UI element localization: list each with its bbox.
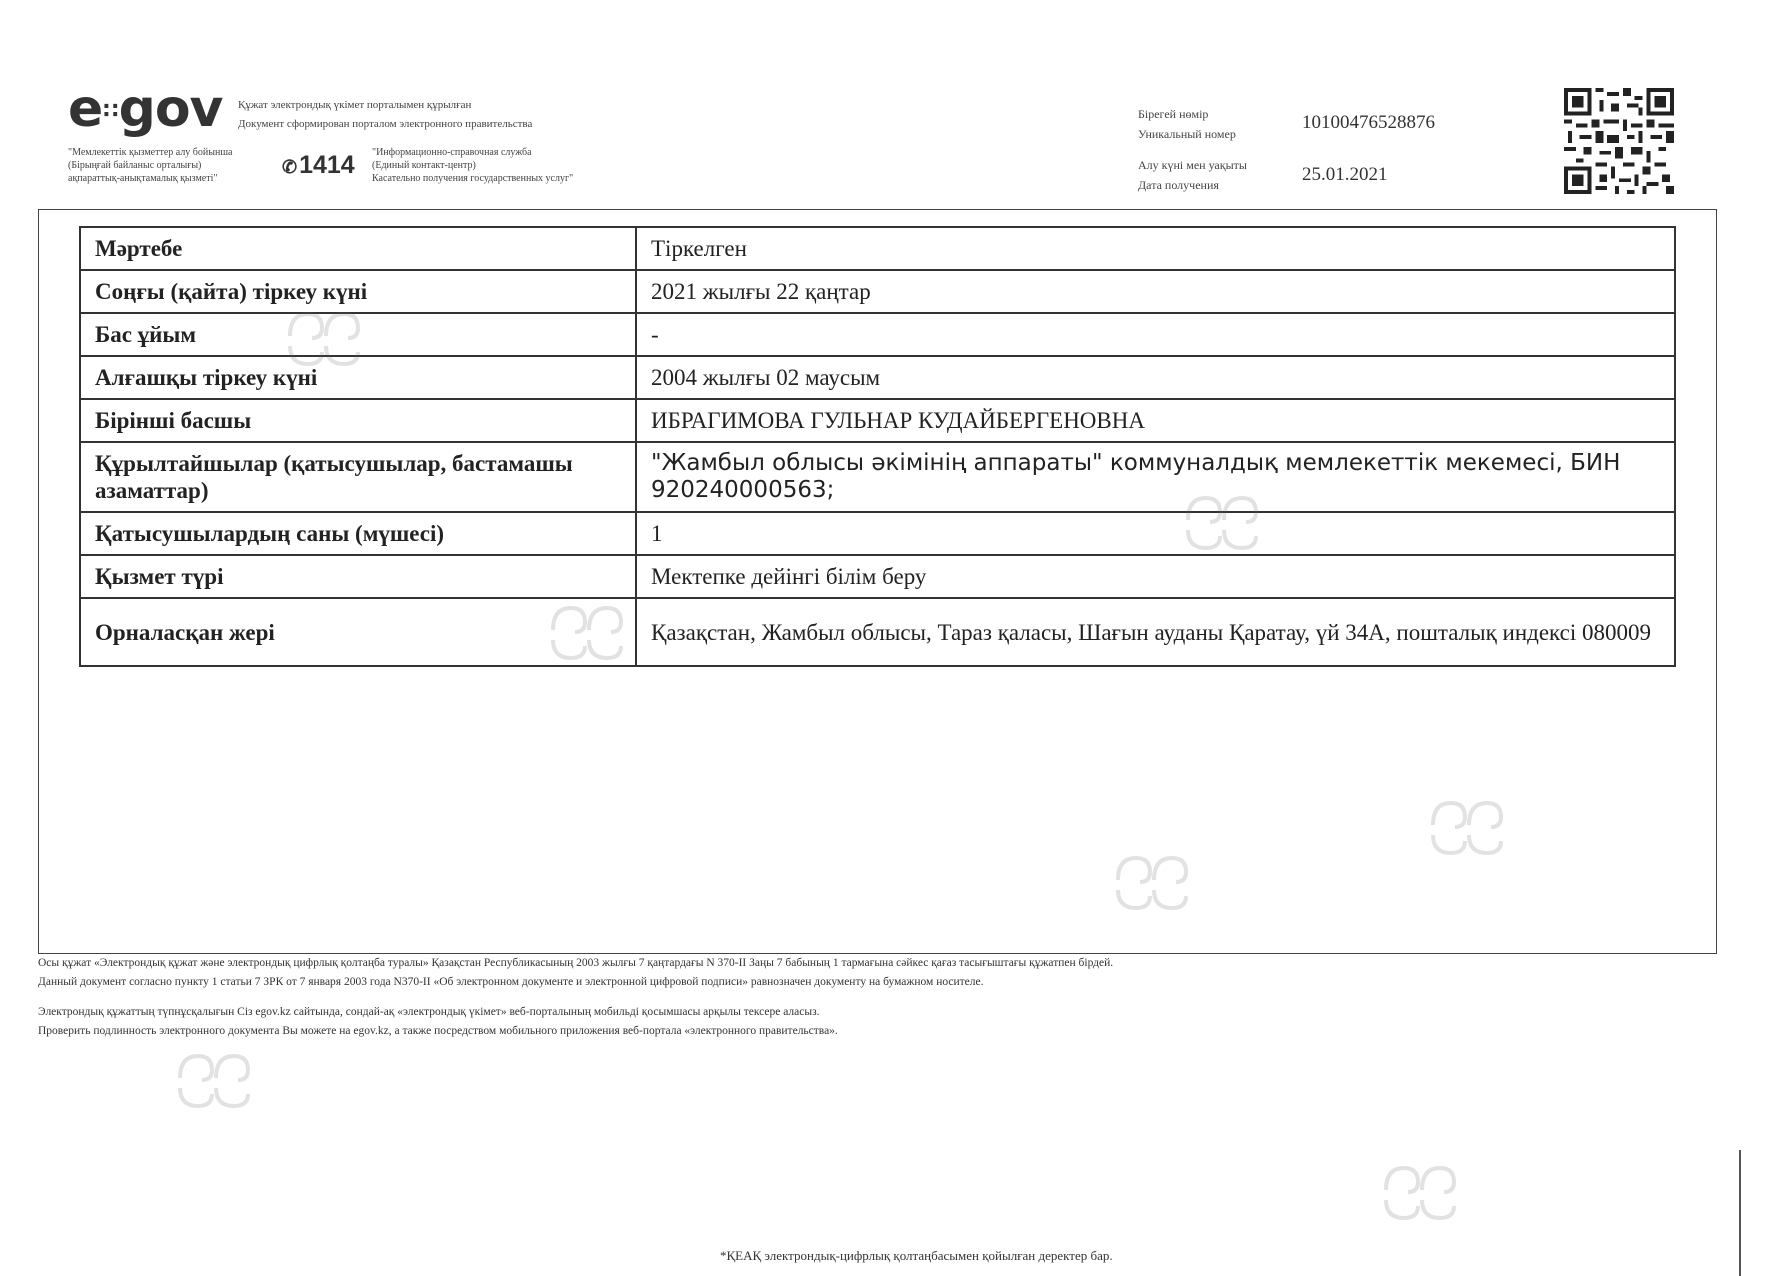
table-row [80, 399, 1675, 442]
row-label: Мәртебе [80, 227, 636, 270]
row-label: Құрылтайшылар (қатысушылар, бастамашы азаматтар) [80, 442, 636, 512]
ornament-watermark-icon [1425, 795, 1509, 859]
page-edge-line [1739, 1150, 1741, 1276]
egov-logo: e∷gov [68, 79, 223, 139]
unique-number-label: Бірегей нөмір Уникальный номер [1138, 107, 1236, 141]
ornament-watermark-icon [1180, 490, 1264, 554]
row-value: Тіркелген [636, 227, 1675, 270]
signature-note: *ҚЕАҚ электрондық-цифрлық қолтаңбасымен қойылған деректер бар. [720, 1248, 1113, 1263]
contact-kz: "Мемлекеттік қызметтер алу бойынша (Бірыңғай байланыс орталығы) ақпараттық-анықтамалық қызметі" [68, 147, 233, 184]
phone-icon: ✆ [282, 157, 298, 177]
table-row [80, 598, 1675, 666]
unique-number-value: 10100476528876 [1302, 112, 1435, 133]
row-label: Соңғы (қайта) тіркеу күні [80, 270, 636, 313]
row-value: "Жамбыл облысы әкімінің аппараты" коммуналдық мемлекеттік мекемесі, БИН 920240000563; [636, 442, 1675, 512]
row-value: 2021 жылғы 22 қаңтар [636, 270, 1675, 313]
contact-phone: ✆1414 [282, 151, 355, 179]
row-value: ИБРАГИМОВА ГУЛЬНАР КУДАЙБЕРГЕНОВНА [636, 399, 1675, 442]
row-label: Бас ұйым [80, 313, 636, 356]
row-label: Қызмет түрі [80, 555, 636, 598]
table-row [80, 442, 1675, 512]
table-row [80, 555, 1675, 598]
info-table [79, 226, 1676, 667]
verify-note-kz: Электрондық құжаттың түпнұсқалығын Сіз egov.kz сайтында, сондай-ақ «электрондық үкімет» веб-порталының мобильді қосымшасы арқылы тексере аласыз. [38, 1006, 820, 1018]
received-date-label: Алу күні мен уақыты Дата получения [1138, 158, 1247, 192]
contact-ru: "Информационно-справочная служба (Единый контакт-центр) Касательно получения государственных услуг" [372, 147, 574, 184]
row-value: 1 [636, 512, 1675, 555]
ornament-watermark-icon [545, 600, 629, 664]
ornament-watermark-icon [1378, 1160, 1462, 1224]
qr-code [1563, 88, 1675, 194]
verify-note-ru: Проверить подлинность электронного документа Вы можете на egov.kz, а также посредством мобильного приложения веб-портала «электронного правительства». [38, 1025, 838, 1037]
ornament-watermark-icon [1110, 850, 1194, 914]
received-date-value: 25.01.2021 [1302, 164, 1388, 185]
portal-text-ru: Документ сформирован порталом электронного правительства [238, 118, 533, 130]
row-value: - [636, 313, 1675, 356]
table-row [80, 512, 1675, 555]
row-label: Қатысушылардың саны (мүшесі) [80, 512, 636, 555]
legal-note-ru: Данный документ согласно пункту 1 статьи 7 ЗРК от 7 января 2003 года N370-II «Об электронном документе и электронной цифровой подписи» равнозначен документу на бумажном носителе. [38, 976, 984, 988]
row-label: Алғашқы тіркеу күні [80, 356, 636, 399]
ornament-watermark-icon [282, 306, 366, 370]
row-label: Бірінші басшы [80, 399, 636, 442]
row-value: Қазақстан, Жамбыл облысы, Тараз қаласы, Шағын ауданы Қаратау, үй 34А, пошталық индексі 080009 [636, 598, 1675, 666]
logo-dots-icon: ∷ [103, 99, 118, 124]
row-value: 2004 жылғы 02 маусым [636, 356, 1675, 399]
ornament-watermark-icon [172, 1048, 256, 1112]
row-label: Орналасқан жері [80, 598, 636, 666]
portal-text-kz: Құжат электрондық үкімет порталымен құрылған [238, 99, 472, 111]
legal-note-kz: Осы құжат «Электрондық құжат және электрондық цифрлық қолтаңба туралы» Қазақстан Республикасының 2003 жылғы 7 қаңтардағы N 370-II Заңы 7 бабының 1 тармағына сәйкес қағаз тасығыштағы құжатпен бірдей. [38, 957, 1114, 969]
row-value: Мектепке дейінгі білім беру [636, 555, 1675, 598]
table-row [80, 227, 1675, 270]
